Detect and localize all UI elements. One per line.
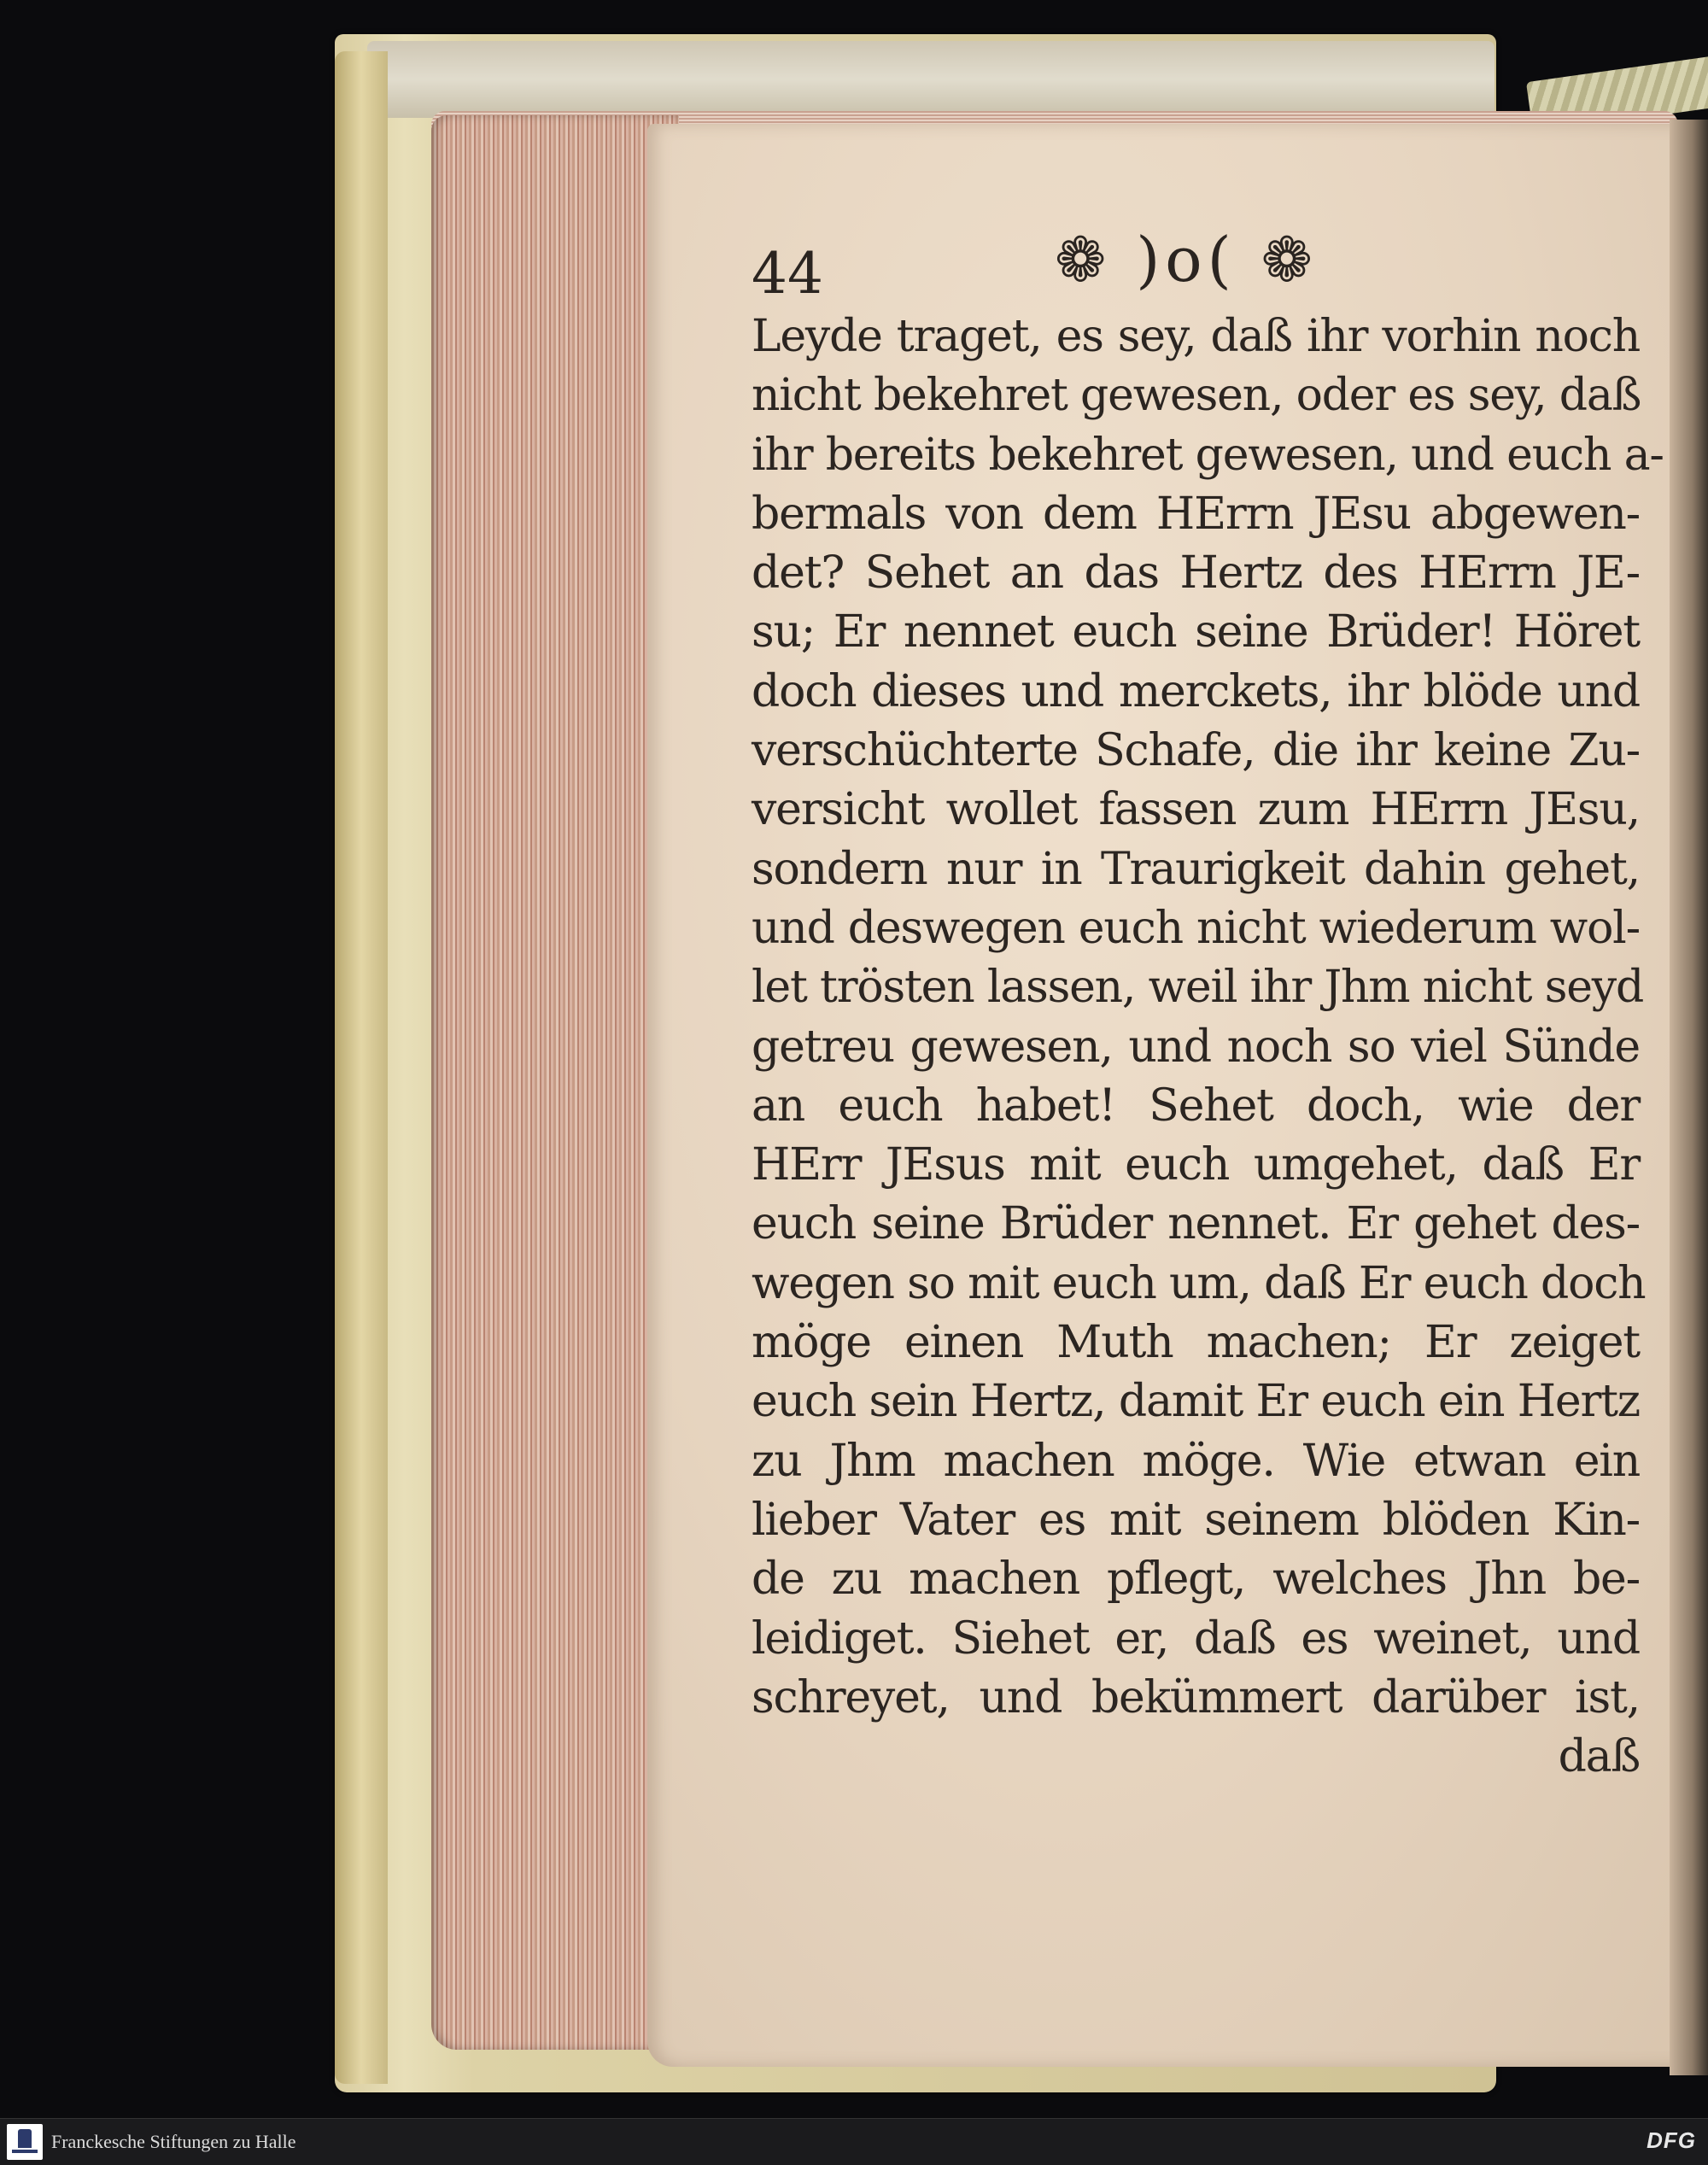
text-line: möge einen Muth machen; Er zeiget	[752, 1317, 1640, 1369]
page-edges	[431, 115, 679, 2050]
text-line: versicht wollet fassen zum HErrn JEsu,	[752, 784, 1640, 836]
text-line: und deswegen euch nicht wiederum wol-	[752, 902, 1640, 954]
text-line: doch dieses und merckets, ihr blöde und	[752, 665, 1640, 717]
text-line: zu Jhm machen möge. Wie etwan ein	[752, 1435, 1640, 1487]
page-text	[752, 307, 1664, 1787]
text-line: sondern nur in Traurigkeit dahin gehet,	[752, 843, 1640, 895]
text-line: schreyet, und bekümmert darüber ist,	[752, 1671, 1640, 1723]
catchword: daß	[1558, 1731, 1640, 1783]
text-line: Leyde traget, es sey, daß ihr vorhin noch	[752, 311, 1640, 362]
text-line: let trösten lassen, weil ihr Jhm nicht seyd	[752, 962, 1644, 1014]
header-ornament: ❁ )o( ❁	[1055, 224, 1318, 295]
institution-logo-icon	[7, 2124, 43, 2160]
page-header	[752, 224, 1640, 314]
text-line: lieber Vater es mit seinem blöden Kin-	[752, 1494, 1640, 1546]
text-line: getreu gewesen, und noch so viel Sünde	[752, 1021, 1640, 1073]
text-line: su; Er nennet euch seine Brüder! Höret	[752, 606, 1640, 658]
text-line: nicht bekehret gewesen, oder es sey, daß	[752, 370, 1641, 422]
cover-top-edge	[367, 41, 1494, 118]
book-spine	[335, 51, 388, 2084]
page-gutter	[1670, 120, 1708, 2075]
text-line: euch seine Brüder nennet. Er gehet des-	[752, 1198, 1640, 1250]
text-line: ihr bereits bekehret gewesen, und euch a-	[752, 429, 1664, 481]
page-number: 44	[752, 241, 823, 307]
text-line: verschüchterte Schafe, die ihr keine Zu-	[752, 725, 1640, 777]
institution-name: Franckesche Stiftungen zu Halle	[51, 2131, 296, 2152]
viewer-footer	[0, 2118, 1708, 2165]
text-line: HErr JEsus mit euch umgehet, daß Er	[752, 1139, 1640, 1191]
text-line: an euch habet! Sehet doch, wie der	[752, 1080, 1640, 1132]
text-line: bermals von dem HErrn JEsu abgewen-	[752, 488, 1640, 540]
text-line: wegen so mit euch um, daß Er euch doch	[752, 1257, 1646, 1309]
text-line: de zu machen pflegt, welches Jhn be-	[752, 1554, 1640, 1606]
text-line: euch sein Hertz, damit Er euch ein Hertz	[752, 1376, 1640, 1428]
dfg-logo: DFG	[1647, 2127, 1696, 2153]
text-line: det? Sehet an das Hertz des HErrn JE-	[752, 547, 1640, 600]
text-line: leidiget. Siehet er, daß es weinet, und	[752, 1612, 1640, 1665]
